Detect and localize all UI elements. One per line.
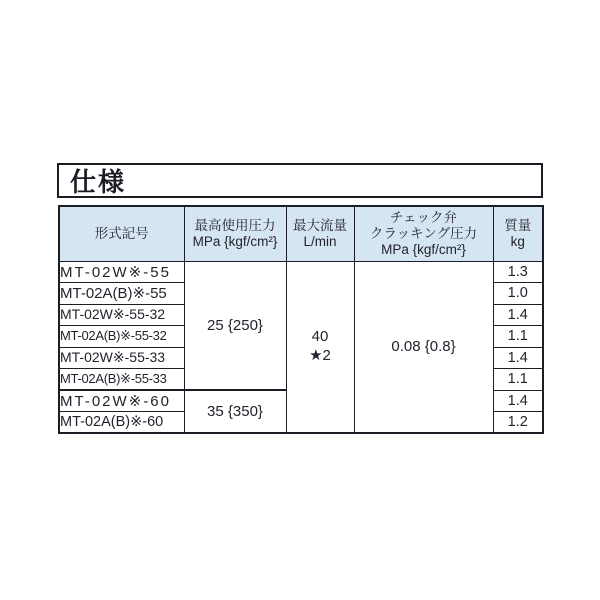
header-cracking-pressure	[354, 206, 493, 261]
header-mass	[493, 206, 543, 261]
max-pressure-cell-group1: 25 {250}	[184, 261, 286, 390]
model-code-cell: MT-02A(B)※-55-33	[59, 369, 184, 391]
header-max-pressure-line1: 最高使用圧力	[194, 217, 276, 233]
table-row	[59, 261, 543, 283]
model-code-cell: MT-02A(B)※-60	[59, 412, 184, 434]
header-cracking-line2: クラッキング圧力	[369, 225, 478, 241]
mass-cell: 1.1	[493, 369, 543, 391]
header-cracking-line3: MPa {kgf/cm²}	[381, 241, 466, 257]
max-pressure-cell-group2: 35 {350}	[184, 390, 286, 433]
mass-cell: 1.1	[493, 326, 543, 348]
model-code-cell: MT-02W※-55	[59, 261, 184, 283]
header-max-flow-line1: 最大流量	[293, 217, 347, 233]
mass-cell: 1.0	[493, 283, 543, 305]
spec-table-container	[58, 205, 544, 434]
header-cracking-line1: チェック弁	[389, 209, 458, 225]
mass-cell: 1.4	[493, 390, 543, 412]
mass-cell: 1.2	[493, 412, 543, 434]
mass-cell: 1.4	[493, 304, 543, 326]
header-mass-line1: 質量	[504, 217, 532, 233]
header-model	[59, 206, 184, 261]
spec-table-body	[59, 261, 543, 433]
header-model-label: 形式記号	[94, 225, 149, 241]
spec-table-header	[59, 206, 543, 261]
mass-cell: 1.4	[493, 347, 543, 369]
header-max-pressure-line2: MPa {kgf/cm²}	[192, 233, 278, 249]
section-title: 仕様	[70, 167, 127, 197]
header-mass-line2: kg	[510, 233, 525, 249]
header-max-pressure	[184, 206, 286, 261]
model-code-cell: MT-02A(B)※-55	[59, 283, 184, 305]
model-code-cell: MT-02A(B)※-55-32	[59, 326, 184, 348]
max-flow-cell	[286, 261, 354, 433]
header-max-flow	[286, 206, 354, 261]
model-code-cell: MT-02W※-60	[59, 390, 184, 412]
header-max-flow-line2: L/min	[303, 233, 337, 249]
max-flow-footnote: ★2	[309, 346, 331, 364]
max-flow-value: 40	[311, 328, 329, 345]
section-title-box	[57, 163, 543, 198]
mass-cell: 1.3	[493, 261, 543, 283]
spec-table	[58, 205, 544, 434]
model-code-cell: MT-02W※-55-32	[59, 304, 184, 326]
cracking-pressure-cell: 0.08 {0.8}	[354, 261, 493, 433]
model-code-cell: MT-02W※-55-33	[59, 347, 184, 369]
header-row	[59, 206, 543, 261]
